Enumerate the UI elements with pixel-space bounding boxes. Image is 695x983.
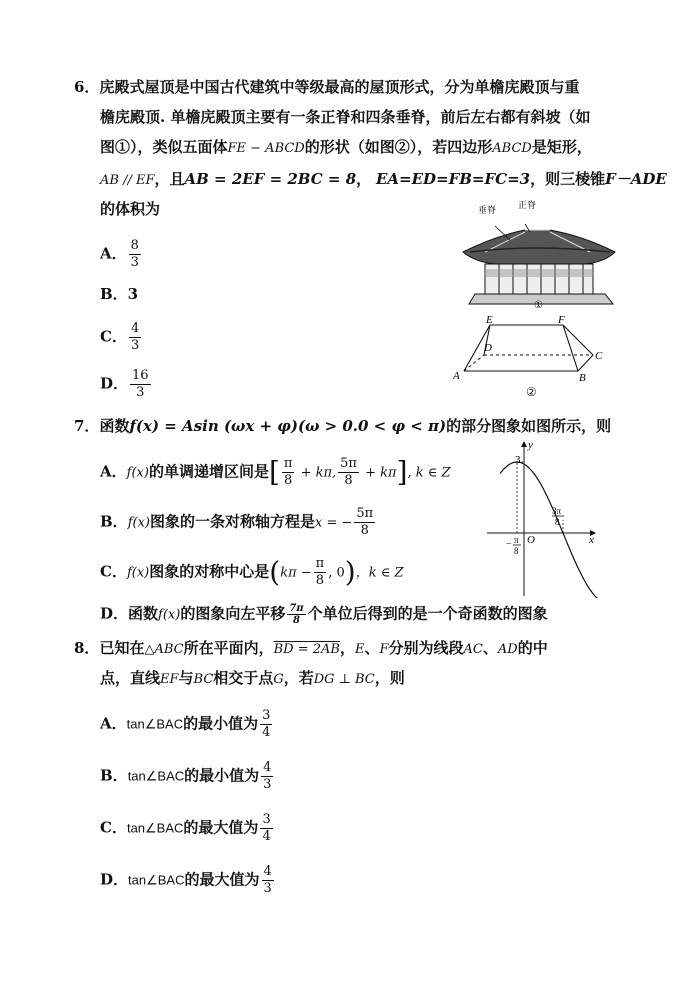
- q8-line2-c: 与: [178, 669, 194, 687]
- q6-figure-2-label-d: D: [484, 342, 492, 354]
- q8-line-ef: EF: [160, 672, 179, 687]
- q6-option-a-label: A．: [100, 244, 127, 263]
- q8-option-c-label: C．: [100, 818, 127, 837]
- q7-option-d-c: 的图象向左平移: [180, 604, 286, 623]
- q6-option-d-label: D．: [100, 374, 129, 393]
- q7-option-d-fx: f(x): [158, 607, 181, 623]
- q7-option-b-label: B．: [100, 512, 128, 531]
- q7-graph-label-o: O: [527, 534, 535, 546]
- q8-line2-i: ，则: [374, 669, 405, 687]
- q6-text-line3a: 图①），类似五面体: [100, 138, 228, 156]
- q8-option-a-label: A．: [100, 714, 127, 733]
- q6-figure-2-label-e: E: [486, 314, 493, 326]
- q8-stem-c: 所在平面内，: [183, 639, 274, 657]
- q8-point-f: F: [379, 642, 389, 657]
- q7-graph-label-pi8-num: π: [514, 535, 519, 545]
- q7-option-b-fx: f(x): [127, 515, 150, 531]
- q8-line2-g: ，若: [283, 669, 314, 687]
- q6-figure-1-label-chuiji: 垂脊: [478, 206, 497, 216]
- q6-option-d-num: 16: [132, 368, 149, 383]
- q8-vector-eq: BD = 2AB: [273, 642, 340, 657]
- q7-option-a-frac1-den: 8: [284, 473, 293, 488]
- q8-option-d-tan: tan∠BAC: [128, 872, 185, 888]
- q7-graph-label-3pi8-num: 3π: [552, 506, 562, 516]
- q8-option-a-tan: tan∠BAC: [126, 716, 184, 732]
- q6-option-b: B．3: [100, 285, 139, 303]
- q8-option-d-label: D．: [100, 870, 129, 889]
- q8-option-c-text: 的最大值为: [183, 818, 259, 837]
- q8-stem-a: 已知在: [99, 639, 145, 657]
- q7-option-c: [100, 556, 404, 589]
- q7-graph-label-y: y: [528, 439, 533, 451]
- q8-option-a-den: 4: [262, 725, 271, 740]
- q8-stem-m: 的中: [517, 639, 548, 657]
- q8-line-bc: BC: [193, 672, 214, 687]
- q7-number: 7．: [74, 417, 100, 435]
- q8-option-d: [100, 864, 276, 897]
- q8-stem-e: ，: [339, 639, 355, 657]
- q7-option-d: [100, 603, 548, 626]
- q7-option-a-term1: + kπ,: [296, 465, 337, 481]
- q8-option-b: [100, 760, 275, 793]
- q6-text-line2: 檐庑殿顶. 单檐庑殿顶主要有一条正脊和四条垂脊，前后左右都有斜坡（如: [100, 108, 591, 126]
- q6-option-d: [100, 368, 153, 401]
- q8-perp: DG ⊥ BC: [313, 672, 375, 687]
- q6-option-c-frac: [129, 321, 141, 354]
- q7-graph-label-x: x: [589, 534, 594, 546]
- q8-option-a-num: 3: [262, 708, 271, 723]
- q7-option-a-lbracket: [: [268, 455, 280, 489]
- q7-option-a-term2: + kπ: [360, 465, 397, 481]
- q8-option-d-num: 4: [263, 864, 272, 879]
- q6-figure-2-solid: [450, 313, 610, 393]
- q6-option-a-den: 3: [130, 255, 139, 270]
- q7-graph: [482, 436, 602, 598]
- q7-option-c-text: 图象的对称中心是: [149, 562, 270, 581]
- q7-option-d-num: 7π: [289, 603, 304, 614]
- q8-point-e: E: [354, 642, 365, 657]
- q8-option-c-den: 4: [262, 829, 271, 844]
- q6-lengths: AB = 2EF = 2BC = 8: [184, 170, 357, 188]
- q6-text-line4d: ，: [356, 170, 372, 188]
- q8-seg-ac: AC: [463, 642, 483, 657]
- q6-option-a-frac: [129, 238, 141, 271]
- q6-figure-2-label-c: C: [595, 350, 603, 362]
- q7-option-a-frac2-num: 5π: [340, 456, 357, 471]
- q8-triangle: △ABC: [144, 642, 184, 657]
- q6-option-c-num: 4: [130, 321, 140, 336]
- q6-figure-1-label-zhengji: 正脊: [518, 201, 537, 211]
- q7-option-d-d: 个单位后得到的是一个奇函数的图象: [307, 604, 548, 623]
- q6-option-c-den: 3: [130, 338, 140, 353]
- q8-option-b-label: B．: [100, 766, 128, 785]
- q6-text-line4f: ，则三棱锥: [530, 170, 606, 188]
- q7-option-d-den: 8: [293, 615, 300, 626]
- q7-option-a-k: , k ∈ Z: [407, 465, 451, 481]
- q6-text-line1: 庑殿式屋顶是中国古代建筑中等级最高的屋顶形式，分为单檐庑殿顶与重: [99, 78, 580, 96]
- q7-option-d-frac: [287, 603, 305, 626]
- q6-figure-2-label-a: A: [453, 370, 460, 382]
- q8-stem-g: 、: [364, 639, 380, 657]
- q8-option-b-frac: [261, 760, 273, 793]
- q6-option-c: [100, 321, 143, 354]
- q7-option-b-den: 8: [360, 523, 369, 538]
- q8-option-a-frac: [260, 708, 272, 741]
- q8-stem-i: 分别为线段: [388, 639, 464, 657]
- q6-figure-1-caption: ①: [534, 300, 543, 311]
- q7-option-c-num: π: [315, 556, 325, 571]
- q7-option-b: [100, 506, 377, 539]
- q8-line2: [100, 668, 405, 690]
- q7-stem-a: 函数: [99, 417, 130, 435]
- q7-option-a-text: 的单调递增区间是: [148, 462, 269, 481]
- q8-line2-a: 点，直线: [100, 669, 161, 687]
- q7-option-a-frac2: [338, 456, 359, 489]
- q6-figure-2-label-f: F: [558, 314, 565, 326]
- q8-option-d-text: 的最大值为: [184, 870, 260, 889]
- q6-text-line3c: 的形状（如图②），若四边形: [304, 138, 493, 156]
- q7-option-c-frac: [314, 556, 327, 589]
- q8-number: 8．: [74, 639, 100, 657]
- q6-line3: [100, 137, 592, 159]
- q6-pyramid: F－ADE: [605, 170, 667, 188]
- q6-option-d-den: 3: [136, 385, 145, 400]
- q7-option-a-frac2-den: 8: [344, 473, 353, 488]
- q6-option-a-num: 8: [130, 238, 139, 253]
- q7-graph-label-minus: −: [506, 539, 512, 550]
- q6-equal-edges: EA=ED=FB=FC=3: [375, 170, 531, 188]
- q7-option-c-kpi: kπ −: [280, 565, 312, 581]
- q8-stem: [74, 638, 548, 660]
- q8-option-c: [100, 812, 275, 845]
- q7-option-a-rbracket: ]: [396, 455, 408, 489]
- q7-option-a-label: A．: [100, 462, 127, 481]
- q7-stem: [74, 416, 611, 436]
- q8-option-b-den: 3: [263, 777, 272, 792]
- q7-graph-label-3: 3: [515, 454, 521, 466]
- q8-option-b-text: 的最小值为: [184, 766, 260, 785]
- q8-seg-ad: AD: [497, 642, 518, 657]
- q8-stem-k: 、: [482, 639, 498, 657]
- q8-option-c-frac: [260, 812, 272, 845]
- q6-figure-2-caption: ②: [526, 385, 537, 399]
- q6-text-line4b: ，且: [154, 170, 185, 188]
- q7-option-c-zero: , 0: [328, 565, 345, 581]
- q7-option-c-k: ，k ∈ Z: [355, 565, 404, 581]
- q6-figure-2-label-b: B: [579, 372, 586, 384]
- q8-option-a: [100, 708, 274, 741]
- q8-point-g: G: [273, 672, 284, 687]
- q7-function: f(x) = Asin (ωx + φ)(ω > 0.0 < φ < π): [129, 417, 447, 435]
- q7-option-c-lparen: (: [269, 555, 281, 589]
- q7-option-d-label: D．: [100, 604, 129, 623]
- q6-parallel: AB // EF: [100, 173, 155, 188]
- q6-solid-name: FE − ABCD: [227, 141, 305, 156]
- q7-graph-curve: [500, 462, 600, 598]
- q6-quad-name: ABCD: [492, 141, 532, 156]
- q7-graph-label-3pi8-den: 8: [555, 517, 560, 527]
- q7-option-a-fx: f(x): [126, 465, 149, 481]
- q6-number: 6．: [74, 78, 100, 96]
- q7-option-b-frac: [354, 506, 375, 539]
- q8-option-a-text: 的最小值为: [183, 714, 259, 733]
- q8-option-b-tan: tan∠BAC: [127, 768, 185, 784]
- q7-option-b-num: 5π: [356, 506, 374, 521]
- q8-option-d-den: 3: [263, 881, 272, 896]
- q7-option-a-frac1: [282, 456, 295, 489]
- q7-option-c-den: 8: [315, 573, 325, 588]
- q7-option-b-text: 图象的一条对称轴方程是: [149, 512, 315, 531]
- q7-option-a: [100, 456, 451, 489]
- q8-option-b-num: 4: [263, 760, 272, 775]
- q6-option-c-label: C．: [100, 327, 127, 346]
- q6-text-line3e: 是矩形，: [531, 138, 592, 156]
- q7-option-c-rparen: ): [344, 555, 356, 589]
- q7-option-a-frac1-num: π: [283, 456, 293, 471]
- q7-option-d-a: 函数: [128, 604, 159, 623]
- q8-line2-e: 相交于点: [213, 669, 274, 687]
- q6-line4: [100, 169, 667, 191]
- q6-line1: [74, 77, 579, 97]
- q8-option-d-frac: [262, 864, 274, 897]
- q8-option-c-num: 3: [262, 812, 271, 827]
- q7-option-c-fx: f(x): [126, 565, 150, 581]
- q8-option-c-tan: tan∠BAC: [126, 820, 184, 836]
- q7-option-c-label: C．: [100, 562, 127, 581]
- q7-graph-label-pi8-den: 8: [514, 546, 519, 556]
- q6-option-a: [100, 238, 143, 271]
- q7-stem-c: 的部分图象如图所示，则: [446, 417, 612, 435]
- q7-option-b-x: x = −: [315, 515, 353, 531]
- q6-text-line5: 的体积为: [100, 200, 161, 218]
- q6-option-d-frac: [130, 368, 151, 401]
